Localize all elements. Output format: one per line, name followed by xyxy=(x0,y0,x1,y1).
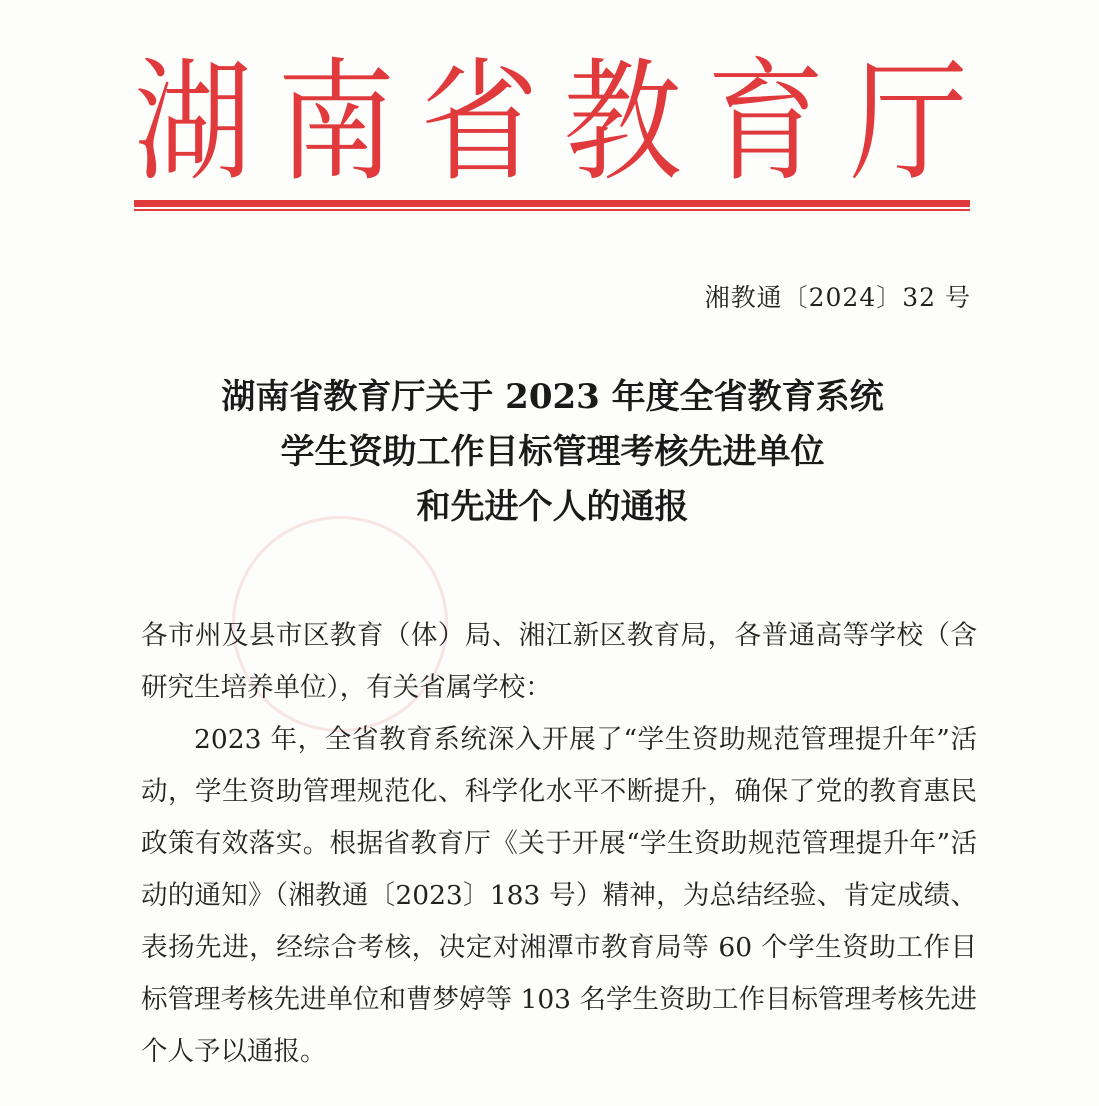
title-line: 学生资助工作目标管理考核先进单位 xyxy=(280,432,825,472)
masthead-char: 湖 xyxy=(134,44,253,200)
masthead-char: 南 xyxy=(277,44,396,200)
masthead-char: 省 xyxy=(420,44,539,200)
masthead xyxy=(134,44,968,200)
body-paragraph: 2023 年，全省教育系统深入开展了“学生资助规范管理提升年”活动，学生资助管理规范化、科学化水平不断提升，确保了党的教育惠民政策有效落实。根据省教育厅《关于开展“学生资助规范管理提升年”活动的通知》（湘教通〔2023〕183 号）精神，为总结经验、肯定成绩、表扬先进，经综合考核，决定对湘潭市教育局等 60 个学生资助工作目标管理考核先进单位和曹梦婷等 103 名学生资助工作目标管理考核先进个人予以通报。 xyxy=(141,724,977,1067)
masthead-red-rule-thin xyxy=(134,209,970,211)
masthead-char: 教 xyxy=(563,44,682,200)
document-title xyxy=(0,370,1099,535)
title-line: 和先进个人的通报 xyxy=(416,487,689,527)
addressee-paragraph: 各市州及县市区教育（体）局、湘江新区教育局，各普通高等学校（含研究生培养单位），有关省属学校： xyxy=(141,620,977,703)
masthead-char: 厅 xyxy=(849,44,968,200)
document-body xyxy=(141,610,977,1078)
masthead-char: 育 xyxy=(706,44,825,200)
masthead-red-rule xyxy=(134,200,970,207)
title-line: 湖南省教育厅关于 2023 年度全省教育系统 xyxy=(221,377,884,417)
document-number: 湘教通〔2024〕32 号 xyxy=(704,283,971,312)
